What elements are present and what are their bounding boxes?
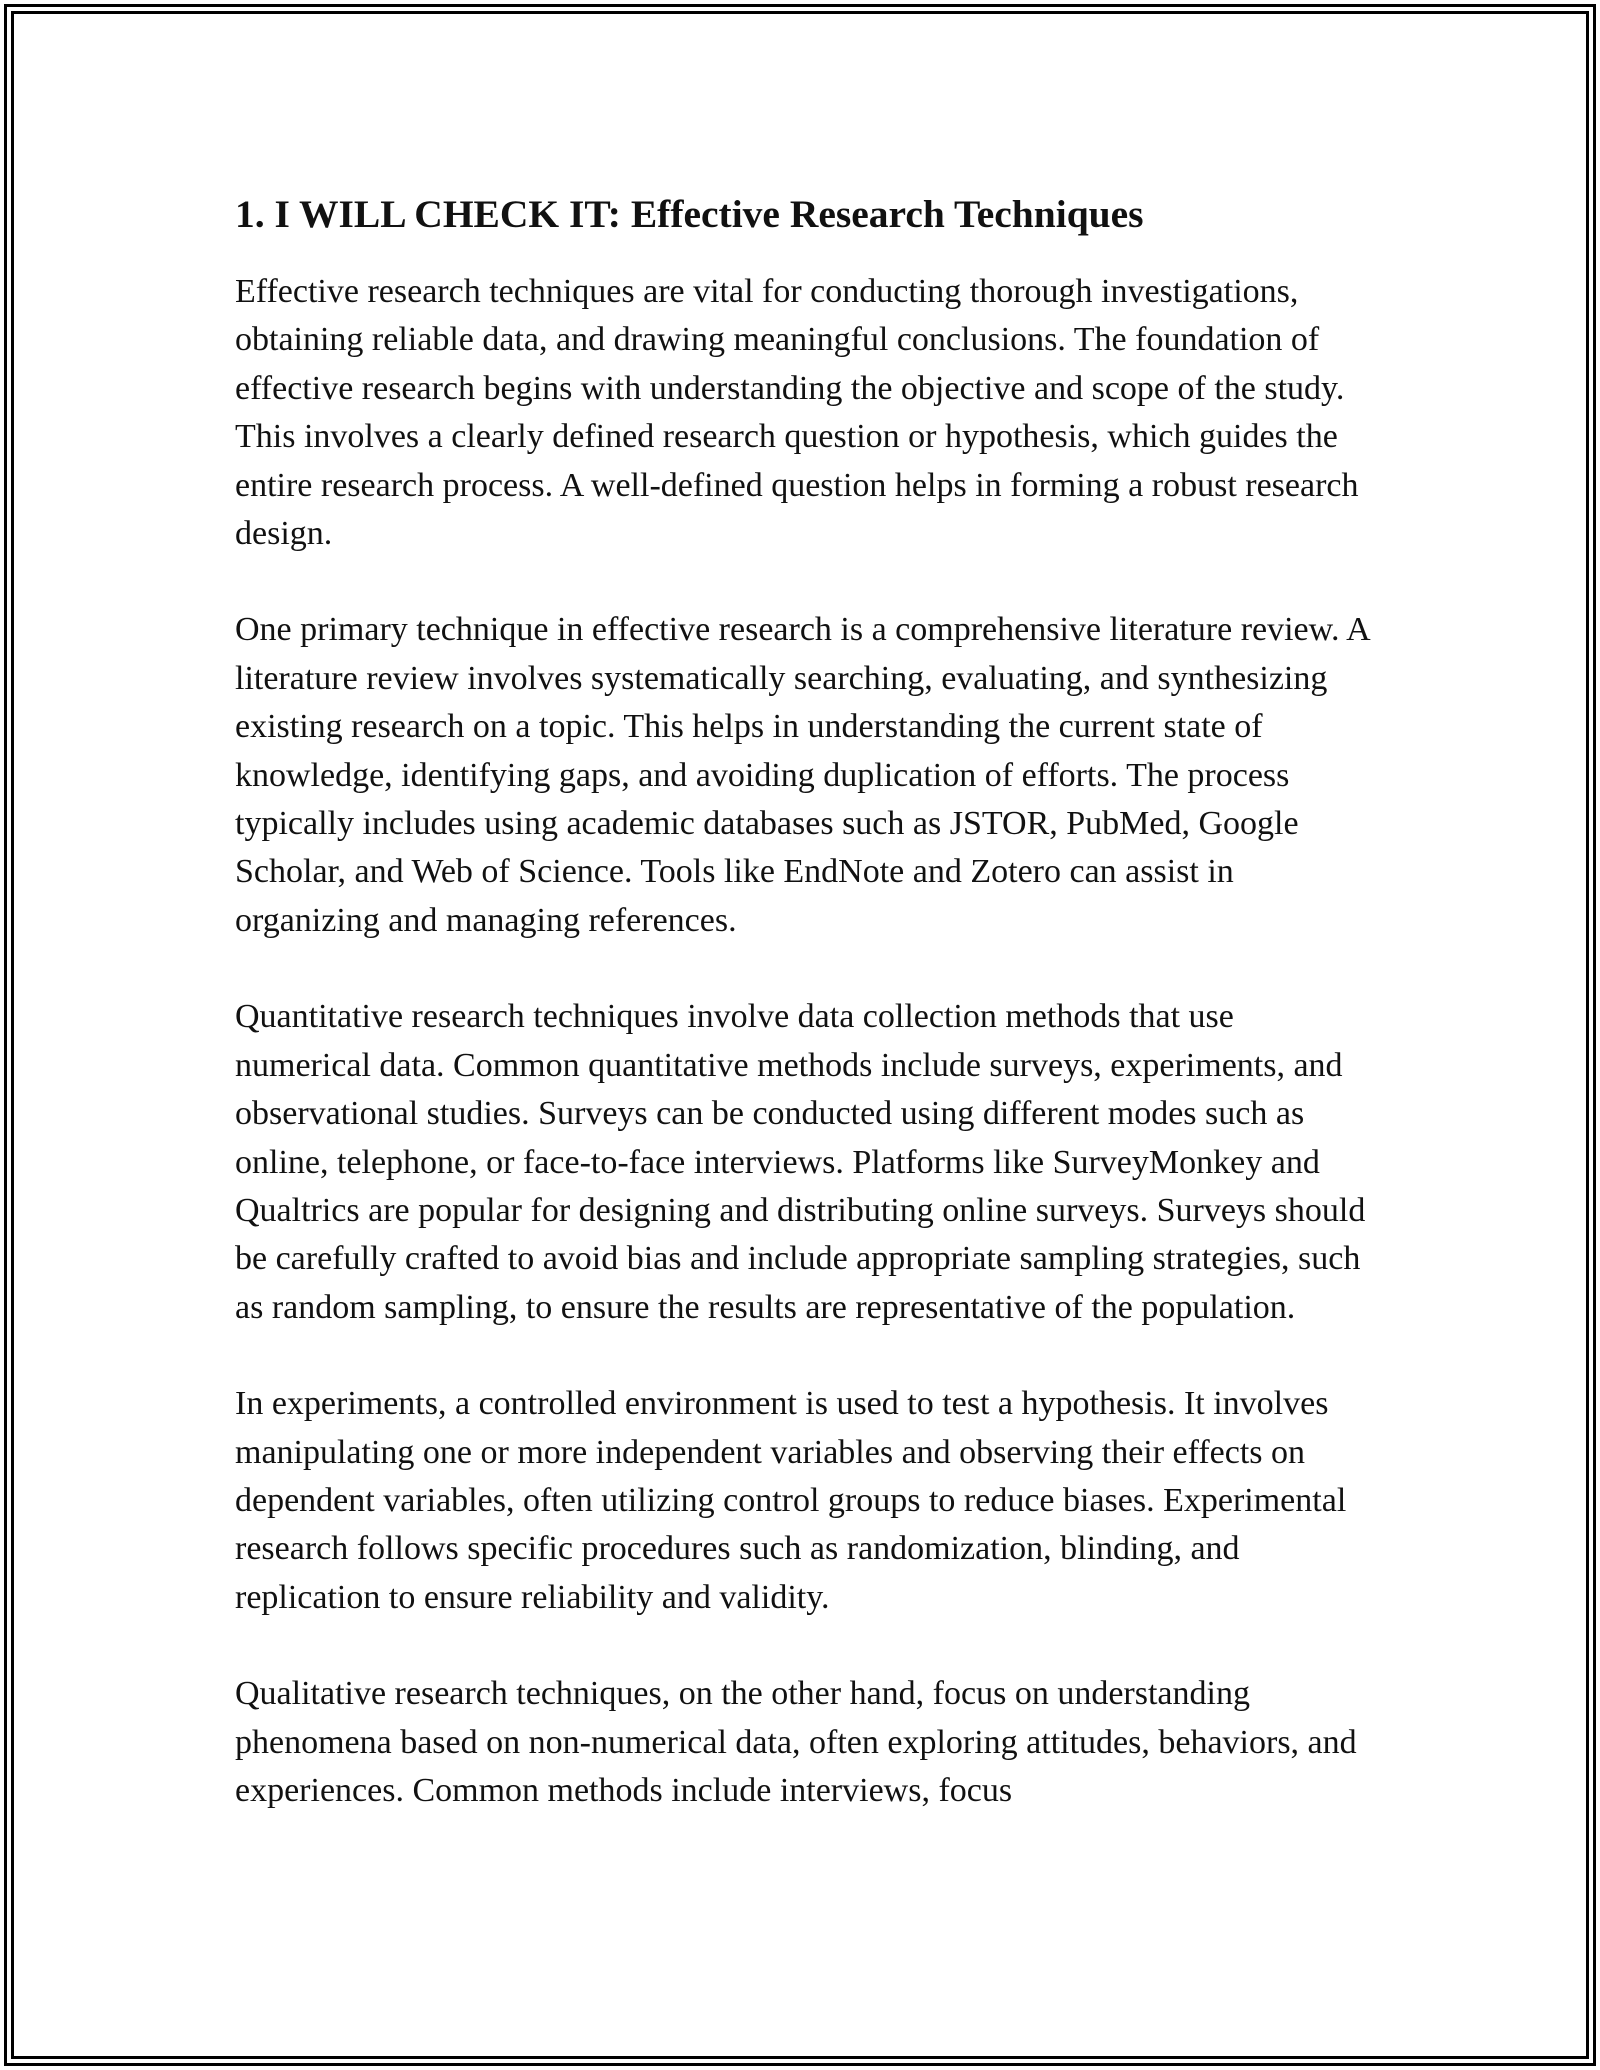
- paragraph-experiments: In experiments, a controlled environment is used to test a hypothesis. It involves manipulating one or more independent variables and observing their effects on dependent variables, often utilizing control groups to reduce biases. Experimental research follows specific procedures such as randomization, blinding, and replication to ensure reliability and validity.: [235, 1385, 1347, 1616]
- paragraph-research-foundation: Effective research techniques are vital for conducting thorough investigations, obtaining reliable data, and drawing meaningful conclusions. The foundation of effective research begins with understanding the objective and scope of the study. This involves a clearly defined research question or hypothesis, which guides the entire research process. A well-defined question helps in forming a robust research design.: [235, 273, 1359, 553]
- paragraph-quantitative-techniques: Quantitative research techniques involve data collection methods that use numerical data. Common quantitative methods include surveys, experiments, and observational studies. Surveys can be conducted using different modes such as online, telephone, or face-to-face interviews. Platforms like SurveyMonkey and Qualtrics are popular for designing and distributing online surveys. Surveys should be carefully crafted to avoid bias and include appropriate sampling strategies, such as random sampling, to ensure the results are representative of the population.: [235, 998, 1366, 1326]
- section-heading: 1. I WILL CHECK IT: Effective Research Techniques: [235, 192, 1144, 236]
- paragraph-literature-review: One primary technique in effective research is a comprehensive literature review. A literature review involves systematically searching, evaluating, and synthesizing existing research on a topic. This helps in understanding the current state of knowledge, identifying gaps, and avoiding duplication of efforts. The process typically includes using academic databases such as JSTOR, PubMed, Google Scholar, and Web of Science. Tools like EndNote and Zotero can assist in organizing and managing references.: [235, 611, 1369, 939]
- paragraph-qualitative-techniques: Qualitative research techniques, on the other hand, focus on understanding phenomena based on non-numerical data, often exploring attitudes, behaviors, and experiences. Common methods include interviews, focus: [235, 1675, 1357, 1809]
- document-body: [235, 186, 1370, 1815]
